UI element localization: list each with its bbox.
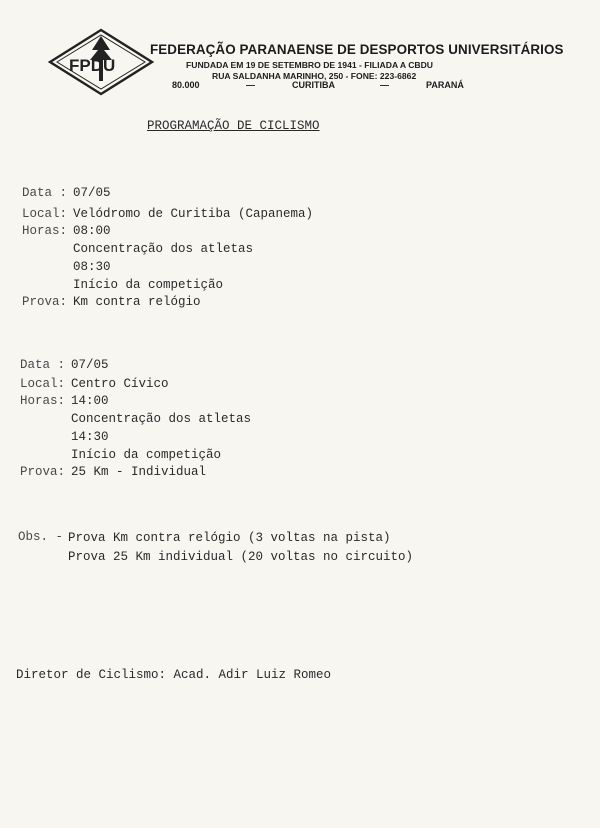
prova-label: Prova: <box>22 295 68 309</box>
fpdu-logo <box>46 26 156 98</box>
city: CURITIBA <box>292 80 335 90</box>
event-activity: Início da competição <box>71 448 222 462</box>
logo-text: FPDU <box>69 56 116 75</box>
horas-label: Horas: <box>20 394 66 408</box>
state: PARANÁ <box>426 80 464 90</box>
org-name: FEDERAÇÃO PARANAENSE DE DESPORTOS UNIVERSITÁRIOS <box>150 42 564 57</box>
event-activity: Concentração dos atletas <box>73 242 254 256</box>
event-activity: Início da competição <box>73 278 224 292</box>
event-race: 25 Km - Individual <box>71 465 207 479</box>
local-label: Local: <box>22 207 68 221</box>
event-time: 14:30 <box>71 430 109 444</box>
event-date: 07/05 <box>73 186 111 200</box>
event-date: 07/05 <box>71 358 109 372</box>
event-activity: Concentração dos atletas <box>71 412 252 426</box>
data-label: Data : <box>20 358 66 372</box>
local-label: Local: <box>20 377 66 391</box>
data-label: Data : <box>22 186 68 200</box>
separator: — <box>380 80 389 90</box>
address-line: RUA SALDANHA MARINHO, 250 - FONE: 223-6862 <box>212 71 417 81</box>
obs-line: Prova 25 Km individual (20 voltas no circuito) <box>68 550 414 564</box>
event-location: Velódromo de Curitiba (Capanema) <box>73 207 314 221</box>
event-time: 14:00 <box>71 394 109 408</box>
event-time: 08:00 <box>73 224 111 238</box>
event-location: Centro Cívico <box>71 377 169 391</box>
prova-label: Prova: <box>20 465 66 479</box>
obs-label: Obs. - <box>18 530 64 544</box>
event-race: Km contra relógio <box>73 295 201 309</box>
document-title: PROGRAMAÇÃO DE CICLISMO <box>147 119 320 133</box>
separator: — <box>246 80 255 90</box>
founded-line: FUNDADA EM 19 DE SETEMBRO DE 1941 - FILIADA A CBDU <box>186 60 434 70</box>
cep: 80.000 <box>172 80 200 90</box>
director-signature-line: Diretor de Ciclismo: Acad. Adir Luiz Romeo <box>16 668 332 682</box>
horas-label: Horas: <box>22 224 68 238</box>
obs-line: Prova Km contra relógio (3 voltas na pista) <box>68 531 391 545</box>
event-time: 08:30 <box>73 260 111 274</box>
